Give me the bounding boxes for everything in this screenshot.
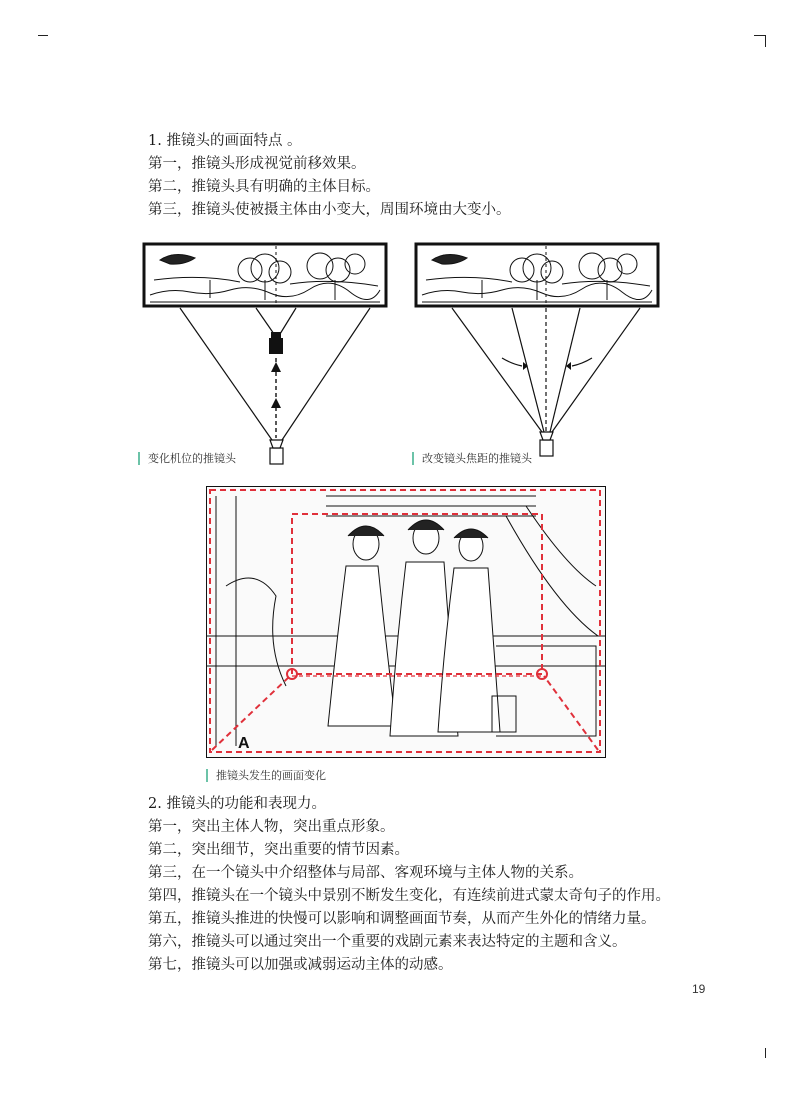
crop-mark-top-right-vertical <box>765 35 766 47</box>
push-frame-illustration <box>206 486 606 758</box>
zoom-arrow-right-icon <box>572 358 592 366</box>
section1-line-1: 第一，推镜头形成视觉前移效果。 <box>148 156 366 172</box>
camera-icon <box>540 440 553 456</box>
section2-line-7: 第七，推镜头可以加强或减弱运动主体的动感。 <box>148 957 453 973</box>
camera-far-icon <box>270 448 283 464</box>
right-figure-caption: 改变镜头焦距的推镜头 <box>412 452 532 465</box>
section2-heading: 2. 推镜头的功能和表现力。 <box>148 796 326 812</box>
section2-line-1: 第一，突出主体人物，突出重点形象。 <box>148 819 395 835</box>
section2-line-2: 第二，突出细节，突出重要的情节因素。 <box>148 842 409 858</box>
illustration-caption: 推镜头发生的画面变化 <box>206 769 326 782</box>
section2-line-4: 第四，推镜头在一个镜头中景别不断发生变化，有连续前进式蒙太奇句子的作用。 <box>148 888 670 904</box>
left-figure-caption: 变化机位的推镜头 <box>138 452 236 465</box>
zoom-push-diagram <box>412 240 662 470</box>
zoom-arrow-left-icon <box>502 358 522 366</box>
section2-line-5: 第五，推镜头推进的快慢可以影响和调整画面节奏，从而产生外化的情绪力量。 <box>148 911 656 927</box>
section1-heading: 1. 推镜头的画面特点 。 <box>148 133 302 149</box>
section1-line-2: 第二，推镜头具有明确的主体目标。 <box>148 179 380 195</box>
page-number: 19 <box>692 982 706 996</box>
camera-near-icon <box>269 338 283 354</box>
section2-line-3: 第三，在一个镜头中介绍整体与局部、客观环境与主体人物的关系。 <box>148 865 583 881</box>
section2-text <box>148 793 670 977</box>
crop-mark-bottom-right <box>765 1048 766 1058</box>
section1-line-3: 第三，推镜头使被摄主体由小变大，周围环境由大变小。 <box>148 202 511 218</box>
dolly-push-diagram <box>140 240 390 470</box>
section1-text <box>148 130 511 222</box>
section2-line-6: 第六，推镜头可以通过突出一个重要的戏剧元素来表达特定的主题和含义。 <box>148 934 627 950</box>
frame-label-a: A <box>238 735 250 752</box>
crop-mark-top-left <box>38 35 48 36</box>
